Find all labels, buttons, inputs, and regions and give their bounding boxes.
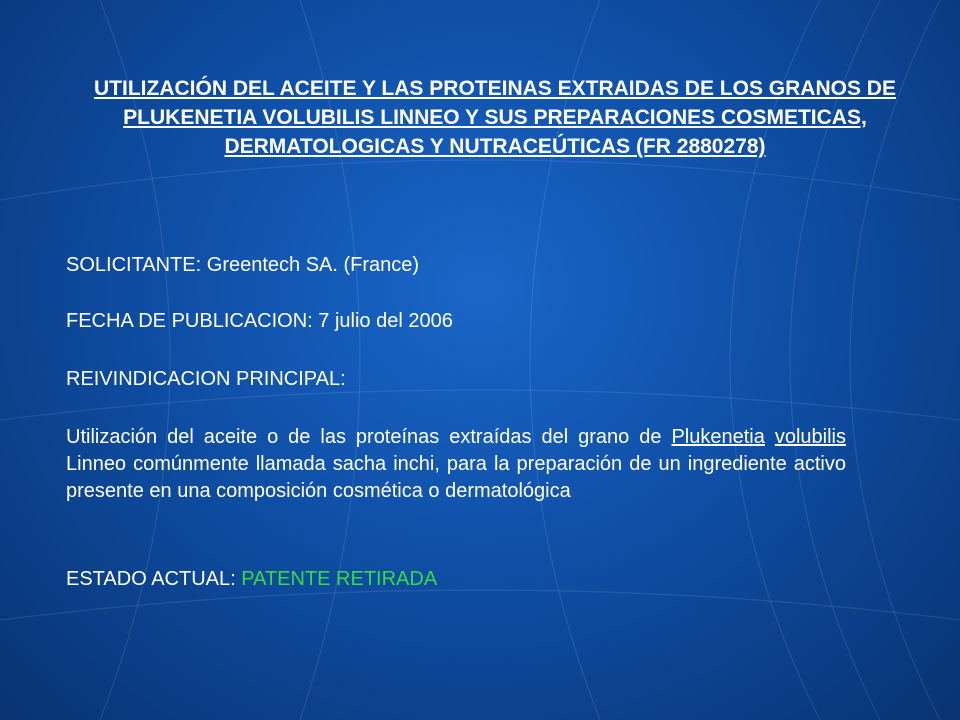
main-claim-label: REIVINDICACION PRINCIPAL: — [66, 368, 346, 390]
main-claim-text — [66, 424, 846, 505]
claim-text-part2: Linneo comúnmente llamada sacha inchi, para la preparación de un ingrediente activo presente en una composición cosmética o dermatológica — [66, 453, 846, 502]
status-value: PATENTE RETIRADA — [241, 568, 438, 590]
status-label: ESTADO ACTUAL: — [66, 568, 242, 590]
claim-text-part1: Utilización del aceite o de las proteínas extraídas del grano de — [66, 426, 672, 448]
species-name-epithet: volubilis — [774, 426, 846, 448]
slide-title: UTILIZACIÓN DEL ACEITE Y LAS PROTEINAS EXTRAIDAS DE LOS GRANOS DE PLUKENETIA VOLUBILIS LINNEO Y SUS PREPARACIONES COSMETICAS, DERMATOLOGICAS Y NUTRACEÚTICAS (FR 2880278) — [94, 77, 896, 158]
solicitante-line: SOLICITANTE: Greentech SA. (France) — [66, 254, 420, 276]
species-name-genus: Plukenetia — [671, 426, 765, 448]
publication-date-line: FECHA DE PUBLICACION: 7 julio del 2006 — [66, 310, 453, 332]
current-status-line — [66, 566, 437, 592]
